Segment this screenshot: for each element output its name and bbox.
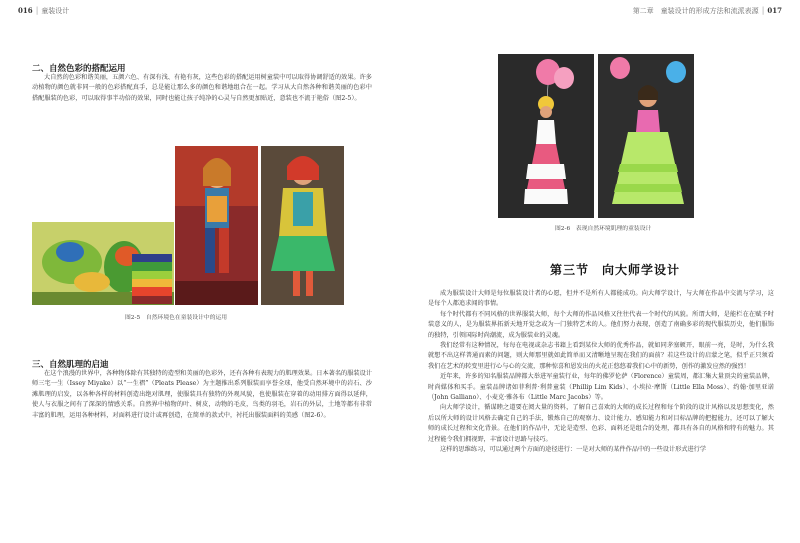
paragraph: 这样的思维练习，可以通过两个方面的途径进行：一是对大师的某件作品中的一些设计形式进行学	[440, 446, 707, 454]
section2-text: 在这个浪漫的世界中，各种物体除有其独特的造型和美丽的色彩外，还有各种有表现力的肌理效果。日本著名的服装设计师三宅一生（Issey Miyake）以“一生褶”（Pleats Please）为主题推出系列服装而享誉全球，他受自然环境中的岩石、沙滩肌理的启发，以各种各样的材料创造出绝对肌理，使服装具有独特的外观风貌，也使服装在穿着的动用排方面得以延伸，使人与衣服之间有了深深的情感关系。自然界中植物的叶、树皮，动物的毛皮，鸟类的羽毛，岩石的外层，土地等都有非常丰富的肌理，运用各种材料，对面料进行设计或再创造，在简单的款式中，衬托出服装面料的美感（图2-6）。	[32, 370, 372, 419]
right-body-text	[428, 289, 774, 456]
section1-heading: 二、自然色彩的搭配运用	[32, 64, 126, 74]
swatch	[132, 271, 172, 279]
right-page	[400, 0, 800, 543]
color-swatches	[132, 254, 172, 304]
paragraph: 成为服装设计大师是每位服装设计者的心愿，但并不是所有人都能成功。向大师学设计，与大师在作品中交流与学习，这是每个人都追求闻的事情。	[428, 290, 774, 308]
swatch	[132, 287, 172, 295]
paragraph: 我们经常有这种情况，每每在电视或杂志书籍上看到某位大师的优秀作品，就如同茅塞顿开，眼前一亮，是时，为什么我就想不出这样普通而素的问题，则大师那里就如此简单而又清晰地呈现在我们的面前？若这些设计的启蒙之笔，似乎正只须看我们在艺术的转变里进行心与心的交流，那种惊喜和恩发出的火花正悠悠着我们心中的新势，创作的激发应然的强烈！	[428, 342, 774, 370]
swatch	[132, 254, 172, 262]
runway-photo-balloons-2	[598, 54, 694, 218]
child-runway-photo-2	[261, 146, 344, 305]
figure-2-5-caption: 图2-5 自然环境色在童装设计中的运用	[125, 315, 228, 321]
figure-2-6-caption: 图2-6 表现自然环境肌理的童装设计	[555, 226, 652, 232]
paragraph: 每个时代都有不同风格的世界服装大师，每个大师的作品风格又往往代表一个时代的风貌。所谓大师，是能栏在在赋予时装意义的人，是为服装界拓新天地开觉念或为一门独特艺术的人。他们努力表现，创造了南确多彩的现代服装历史，他们服饰的独特，引领国际时尚潮流，成为服装业的灵魂。	[428, 310, 774, 339]
paragraph: 向大师学设计，循谋睦之道要在阅大量的资料，了解自己喜欢的大师的成长过程和每个阶段的设计风格以及思想变化，然后以所大师的设计风格去确定自己的手法，锻炼自己的观察力、设计能力、感知能力和对目标品牌的把握能力，还可以了解大师的成长过程和文化背景。在他们的作品中，无论是造型、色彩、面料还是组合的处理，都具有各自的风格和特有的魅力。其过程能令我们拥视野，丰富设计思路与技巧。	[428, 404, 774, 443]
swatch	[132, 296, 172, 304]
runway-photo-balloons-1	[498, 54, 594, 218]
left-running-title: 童装设计	[41, 7, 70, 15]
header-divider: │	[760, 7, 766, 15]
section1-text: 大自然的色彩和谐美丽，五颜六色、有深有浅、有艳有灰，这些色彩的搭配运用树童装中可以取得协调舒适的效果。许多动植物的颜色就非同一般的色彩搭配真手，总是能让那么多的颜色和谐地组合在一起。学习从大自然各种和谐美丽的色彩中搭配服装的色彩，可以取得事半功倍的效果，同时也能让孩子纯净的心灵与自然更加贴近，意装也不流于艳俗（图2-5）。	[32, 74, 372, 102]
left-page-header	[18, 6, 69, 16]
paragraph: 近年来，许多的知名服装品牌都大举进军童装行业，每年的佛罗伦萨（Florence）童装周，都汇集大量顶尖的童装品牌，时尚媒体和买手。童装品牌诸如菲利普·利普童装（Phillip Lim Kids）、小埃拉·摩斯（Little Ella Moss）、约翰·加里亚诺（John Galliano）、小麦克·雅各布（Little Marc Jacobs）等。	[428, 373, 774, 402]
swatch	[132, 262, 172, 270]
child-runway-photo-1	[175, 146, 258, 305]
right-page-header	[633, 6, 782, 16]
swatch	[132, 279, 172, 287]
section2-heading: 三、自然肌理的启迪	[32, 360, 109, 370]
section-title: 第三节 向大师学设计	[550, 263, 681, 277]
right-running-title: 第二章 童装设计的形成方法和流派表源	[632, 7, 759, 15]
header-divider: │	[34, 7, 40, 15]
left-page-number: 016	[18, 6, 33, 15]
right-page-number: 017	[767, 6, 782, 15]
